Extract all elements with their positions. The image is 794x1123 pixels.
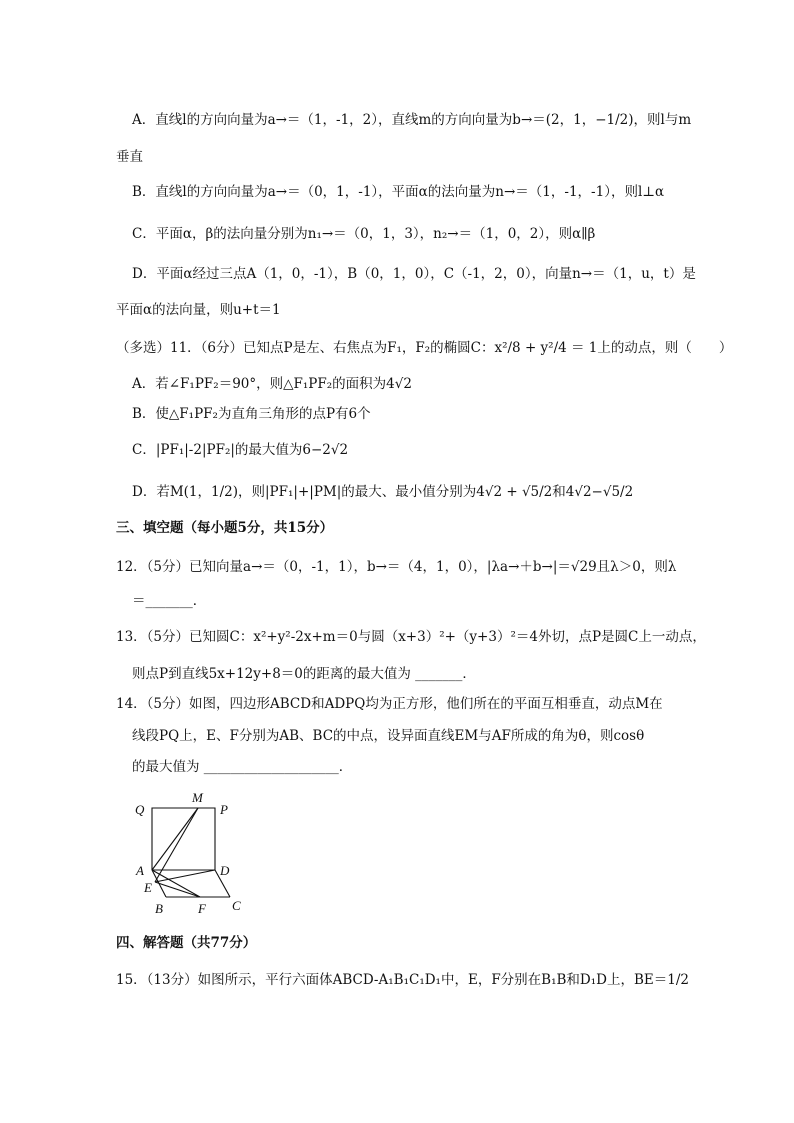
label-p: P (220, 802, 228, 817)
option-10d-line2: 平面α的法向量，则u+t＝1 (116, 302, 281, 318)
question-14-line3: 的最大值为 ____________________． (132, 759, 353, 775)
option-11d: D．若M(1，1/2)，则|PF₁|+|PM|的最大、最小值分别为4√2 + √5/2和4√2−√5/2 (132, 484, 634, 500)
label-m: M (192, 790, 203, 805)
label-a: A (136, 863, 144, 878)
option-10d-line1: D．平面α经过三点A（1，0，-1），B（0，1，0），C（-1，2，0），向量n→＝（1，u，t）是 (132, 266, 696, 282)
question-13-line1: 13．（5分）已知圆C：x²+y²-2x+m＝0与圆（x+3）²+（y+3）²＝4外切，点P是圆C上一动点， (116, 629, 706, 645)
segment-am (152, 808, 198, 870)
label-d: D (220, 863, 230, 878)
question-12-line2: ＝_______． (132, 593, 207, 609)
option-11b: B．使△F₁PF₂为直角三角形的点P有6个 (132, 406, 371, 422)
question-14-line2: 线段PQ上，E、F分别为AB、BC的中点，设异面直线EM与AF所成的角为θ，则cosθ (132, 728, 645, 744)
option-11c: C．|PF₁|-2|PF₂|的最大值为6−2√2 (132, 442, 349, 458)
option-10c: C．平面α，β的法向量分别为n₁→＝（0，1，3），n₂→＝（1，0，2），则α∥β (132, 226, 596, 242)
segment-em (155, 808, 198, 882)
segment-ed (155, 870, 215, 882)
question-14-line1: 14．（5分）如图，四边形ABCD和ADPQ均为正方形，他们所在的平面互相垂直，动点M在 (116, 696, 663, 712)
option-10a-line2: 垂直 (116, 149, 143, 165)
option-10b: B．直线l的方向向量为a→＝（0，1，-1），平面α的法向量为n→＝（1，-1，-1），则l⊥α (132, 184, 665, 200)
question-15-line1: 15．（13分）如图所示，平行六面体ABCD-A₁B₁C₁D₁中，E，F分别在B₁B和D₁D上，BE＝1/2 (116, 972, 689, 988)
square-adpq (152, 808, 215, 870)
label-e: E (144, 880, 152, 895)
label-c: C (232, 898, 241, 913)
option-10a-line1: A．直线l的方向向量为a→＝（1，-1，2），直线m的方向向量为b→＝(2，1，−1/2)，则l与m (132, 112, 692, 128)
label-f: F (198, 901, 206, 916)
label-q: Q (135, 802, 145, 817)
question-11-stem: （多选）11．（6分）已知点P是左、右焦点为F₁，F₂的椭圆C：x²/8 + y²/4 ＝ 1上的动点，则（ ） (116, 340, 733, 356)
question-13-line2: 则点P到直线5x+12y+8＝0的距离的最大值为 _______． (132, 666, 476, 682)
section-4-heading: 四、解答题（共77分） (116, 935, 257, 951)
question-12-line1: 12．（5分）已知向量a→＝（0，-1，1），b→＝（4，1，0），|λa→＋b→|＝√29且λ＞0，则λ (116, 559, 677, 575)
square-figure (130, 786, 250, 920)
label-b: B (155, 901, 163, 916)
option-11a: A．若∠F₁PF₂＝90°，则△F₁PF₂的面积为4√2 (132, 376, 412, 392)
section-3-heading: 三、填空题（每小题5分，共15分） (116, 520, 334, 536)
